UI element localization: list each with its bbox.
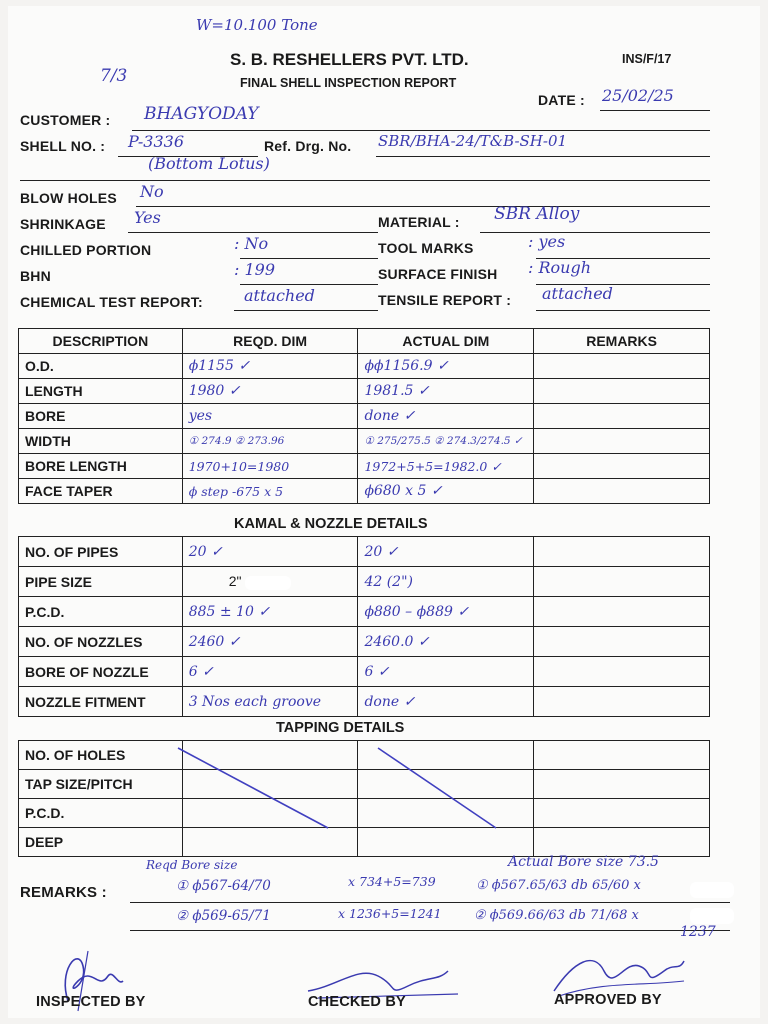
- shrinkage-label: SHRINKAGE: [20, 216, 106, 232]
- surface-finish-value: : Rough: [528, 258, 592, 277]
- reqd-value: 1970+10=1980: [182, 454, 358, 479]
- strikeout-line-actual: [378, 748, 496, 828]
- shell-note: (Bottom Lotus): [148, 154, 270, 173]
- remarks-line-2: [130, 930, 730, 931]
- bhn-value: : 199: [234, 260, 276, 279]
- header-remarks: REMARKS: [534, 329, 710, 354]
- tensile-report-value: attached: [542, 284, 613, 303]
- row-label: LENGTH: [19, 379, 183, 404]
- material-label: MATERIAL :: [378, 214, 460, 230]
- customer-value: BHAGYODAY: [144, 104, 259, 124]
- date-value: 25/02/25: [602, 86, 674, 105]
- redaction-patch: [690, 882, 734, 898]
- header-actual-dim: ACTUAL DIM: [358, 329, 534, 354]
- row-label: WIDTH: [19, 429, 183, 454]
- reqd-value: ϕ step -675 x 5: [182, 479, 358, 504]
- reqd-value: 1980 ✓: [182, 379, 358, 404]
- row-label: DEEP: [19, 828, 183, 857]
- page-mark: 7/3: [100, 66, 128, 86]
- actual-value: ϕ680 x 5 ✓: [358, 479, 534, 504]
- tool-marks-value: : yes: [528, 232, 566, 251]
- reqd-value: 3 Nos each groove: [182, 687, 358, 717]
- reqd-value: 2460 ✓: [182, 627, 358, 657]
- actual-value: done ✓: [358, 687, 534, 717]
- tensile-report-label: TENSILE REPORT :: [378, 292, 512, 308]
- row-label: NO. OF HOLES: [19, 741, 183, 770]
- row-label: FACE TAPER: [19, 479, 183, 504]
- row-label: BORE: [19, 404, 183, 429]
- reqd-value: yes: [182, 404, 358, 429]
- surface-finish-label: SURFACE FINISH: [378, 266, 498, 282]
- tool-marks-label: TOOL MARKS: [378, 240, 474, 256]
- remarks-label: REMARKS :: [20, 884, 107, 901]
- shell-value: P-3336: [128, 132, 185, 151]
- actual-value: done ✓: [358, 404, 534, 429]
- actual-value: ① 275/275.5 ② 274.3/274.5 ✓: [358, 429, 534, 454]
- pipe-size-reqd-text: 2": [228, 573, 242, 590]
- row-label: P.C.D.: [19, 597, 183, 627]
- blow-holes-value: No: [140, 182, 164, 201]
- remarks-line-1: [130, 902, 730, 903]
- row-label: O.D.: [19, 354, 183, 379]
- remarks-line2-reqd: ② ϕ569-65/71: [176, 908, 271, 924]
- bhn-label: BHN: [20, 268, 51, 284]
- header-description: DESCRIPTION: [19, 329, 183, 354]
- weight-note: W=10.100 Tone: [196, 16, 318, 34]
- actual-value: 2460.0 ✓: [358, 627, 534, 657]
- actual-value: 20 ✓: [358, 537, 534, 567]
- kamal-section-title: KAMAL & NOZZLE DETAILS: [234, 516, 428, 532]
- reqd-value: 6 ✓: [182, 657, 358, 687]
- row-label: BORE OF NOZZLE: [19, 657, 183, 687]
- remarks-actual-title: Actual Bore size 73.5: [508, 854, 659, 870]
- approved-by-label: APPROVED BY: [554, 992, 662, 1008]
- remarks-extra-value: 1237: [680, 924, 716, 940]
- remarks-line2-calc: x 1236+5=1241: [338, 906, 442, 921]
- form-code: INS/F/17: [622, 52, 672, 66]
- chemical-report-value: attached: [244, 286, 315, 305]
- inspection-report-page: [8, 6, 760, 1018]
- chemical-report-label: CHEMICAL TEST REPORT:: [20, 294, 203, 310]
- strikeout-line-reqd: [178, 748, 328, 828]
- blow-holes-label: BLOW HOLES: [20, 190, 117, 206]
- row-label: NOZZLE FITMENT: [19, 687, 183, 717]
- reqd-value: 885 ± 10 ✓: [182, 597, 358, 627]
- reqd-value: ① 274.9 ② 273.96: [182, 429, 358, 454]
- row-label: TAP SIZE/PITCH: [19, 770, 183, 799]
- chilled-value: : No: [234, 234, 269, 253]
- row-label: BORE LENGTH: [19, 454, 183, 479]
- report-title: FINAL SHELL INSPECTION REPORT: [240, 76, 457, 90]
- row-label: NO. OF PIPES: [19, 537, 183, 567]
- shrinkage-value: Yes: [134, 208, 161, 227]
- row-label: NO. OF NOZZLES: [19, 627, 183, 657]
- tapping-section-title: TAPPING DETAILS: [276, 720, 405, 736]
- redaction-patch: [690, 908, 734, 924]
- reqd-value: 20 ✓: [182, 537, 358, 567]
- actual-value: ϕϕ1156.9 ✓: [358, 354, 534, 379]
- row-label: PIPE SIZE: [19, 567, 183, 597]
- row-label: P.C.D.: [19, 799, 183, 828]
- customer-label: CUSTOMER :: [20, 112, 111, 128]
- remarks-line1-reqd: ① ϕ567-64/70: [176, 878, 271, 894]
- actual-value: 42 (2"): [358, 567, 534, 597]
- checked-by-label: CHECKED BY: [308, 994, 406, 1010]
- actual-value: 1972+5+5=1982.0 ✓: [358, 454, 534, 479]
- remarks-line1-calc: x 734+5=739: [348, 874, 436, 889]
- remarks-reqd-title: Reqd Bore size: [146, 858, 238, 872]
- remarks-line1-actual: ① ϕ567.65/63 db 65/60 x: [476, 878, 641, 893]
- actual-value: 1981.5 ✓: [358, 379, 534, 404]
- company-name: S. B. RESHELLERS PVT. LTD.: [230, 50, 469, 69]
- material-value: SBR Alloy: [494, 204, 580, 224]
- inspected-by-label: INSPECTED BY: [36, 994, 146, 1010]
- header-reqd-dim: REQD. DIM: [182, 329, 358, 354]
- actual-value: 6 ✓: [358, 657, 534, 687]
- ref-drg-label: Ref. Drg. No.: [264, 138, 352, 154]
- date-label: DATE :: [538, 92, 585, 108]
- remarks-line2-actual: ② ϕ569.66/63 db 71/68 x: [474, 908, 639, 923]
- actual-value: ϕ880 – ϕ889 ✓: [358, 597, 534, 627]
- chilled-label: CHILLED PORTION: [20, 242, 152, 258]
- shell-label: SHELL NO. :: [20, 138, 106, 154]
- ref-drg-value: SBR/BHA-24/T&B-SH-01: [378, 132, 568, 150]
- reqd-value: ϕ1155 ✓: [182, 354, 358, 379]
